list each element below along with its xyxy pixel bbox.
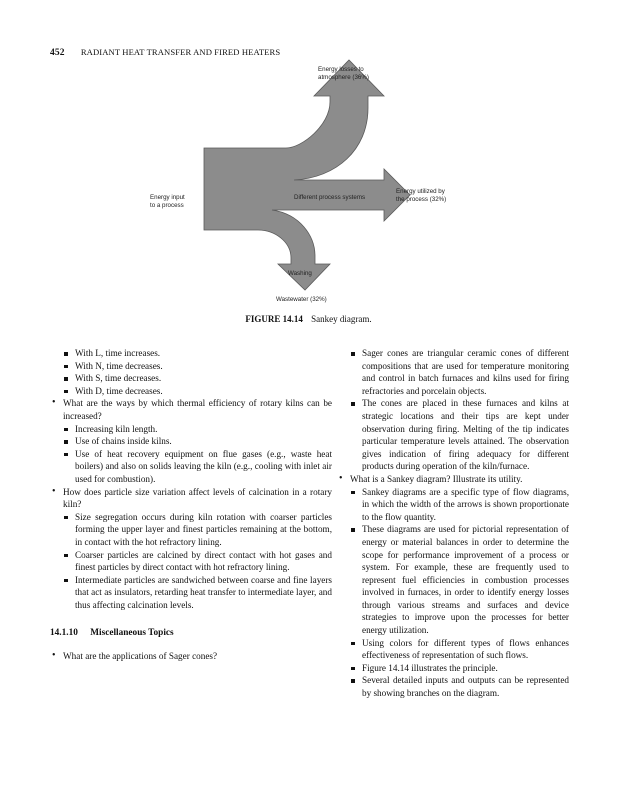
label-utilized-1: Energy utilized by [396,188,445,195]
list-item: These diagrams are used for pictorial representation of energy or material balances in order to determine the scope for performance improvement of a process or system. For example, these are frequently used to represent fuel efficiencies in combustion processes involved in furnaces, in order to identify energy losses through various streams and surfaces and device strategies to improve upon the processes for better energy utilization. [337,523,569,636]
label-losses-1: Energy losses to [318,66,364,73]
label-washing: Washing [288,270,312,277]
label-process-systems: Different process systems [294,194,366,201]
figure-caption-text: Sankey diagram. [311,314,372,324]
list-item: Intermediate particles are sandwiched between coarse and fine layers that act as insulators, retarding heat transfer to intermediate layer, and thus affecting calcination levels. [50,574,332,612]
list-item: Figure 14.14 illustrates the principle. [337,662,569,675]
page-number: 452 [50,48,65,58]
running-title: RADIANT HEAT TRANSFER AND FIRED HEATERS [80,47,281,57]
list-item: Using colors for different types of flows enhances effectiveness of representation of such flows. [337,637,569,662]
list-item: Use of chains inside kilns. [50,435,332,448]
list-item: Increasing kiln length. [50,423,332,436]
question-item: • What are the ways by which thermal efficiency of rotary kilns can be increased? [50,397,332,422]
sankey-figure [0,0,617,312]
label-wastewater: Wastewater (32%) [276,296,327,303]
sankey-flow-shape [204,60,410,290]
list-item: Sankey diagrams are a specific type of flow diagrams, in which the width of the arrows is shown proportionate to the flow quantity. [337,486,569,524]
list-item: With S, time decreases. [50,372,332,385]
list-item: Coarser particles are calcined by direct contact with hot gases and finest particles by direct contact with hot refractory lining. [50,549,332,574]
question-item: • What are the applications of Sager cones? [50,650,332,663]
label-input-1: Energy input [150,194,185,201]
list-item: Size segregation occurs during kiln rotation with coarser particles forming the upper layer and finest particles remaining at the bottom, in contact with the hot refractory lining. [50,511,332,549]
figure-caption [0,314,617,324]
question-item: • How does particle size variation affect levels of calcination in a rotary kiln? [50,486,332,511]
list-item: Sager cones are triangular ceramic cones of different compositions that are used for temperature monitoring and control in batch furnaces and kilns used for firing refractories and porcelain objects. [337,347,569,397]
figure-number: FIGURE 14.14 [245,314,303,324]
question-item: • What is a Sankey diagram? Illustrate its utility. [337,473,569,486]
sankey-diagram [0,0,617,312]
section-title: Miscellaneous Topics [90,628,174,639]
list-item: With N, time decreases. [50,360,332,373]
list-item: Use of heat recovery equipment on flue gases (e.g., waste heat boilers) and also on solids leaving the kiln (e.g., cooling with inlet air used for combustion). [50,448,332,486]
section-number: 14.1.10 [50,628,78,639]
list-item: With D, time decreases. [50,385,332,398]
list-item: With L, time increases. [50,347,332,360]
list-item: The cones are placed in these furnaces and kilns at strategic locations and their tips are kept under observation during firing. Melting of the tip indicates particular temperature levels attained. The observation gives indication of firing adequacy for different products during operation of the kiln/furnace. [337,397,569,473]
list-item: Several detailed inputs and outputs can be represented by showing branches on the diagram. [337,674,569,699]
right-column [337,347,569,700]
label-losses-2: atmosphere (36%) [318,74,369,81]
label-utilized-2: the process (32%) [396,196,447,203]
section-heading [50,627,332,640]
label-input-2: to a process [150,202,184,209]
left-column [50,347,332,663]
